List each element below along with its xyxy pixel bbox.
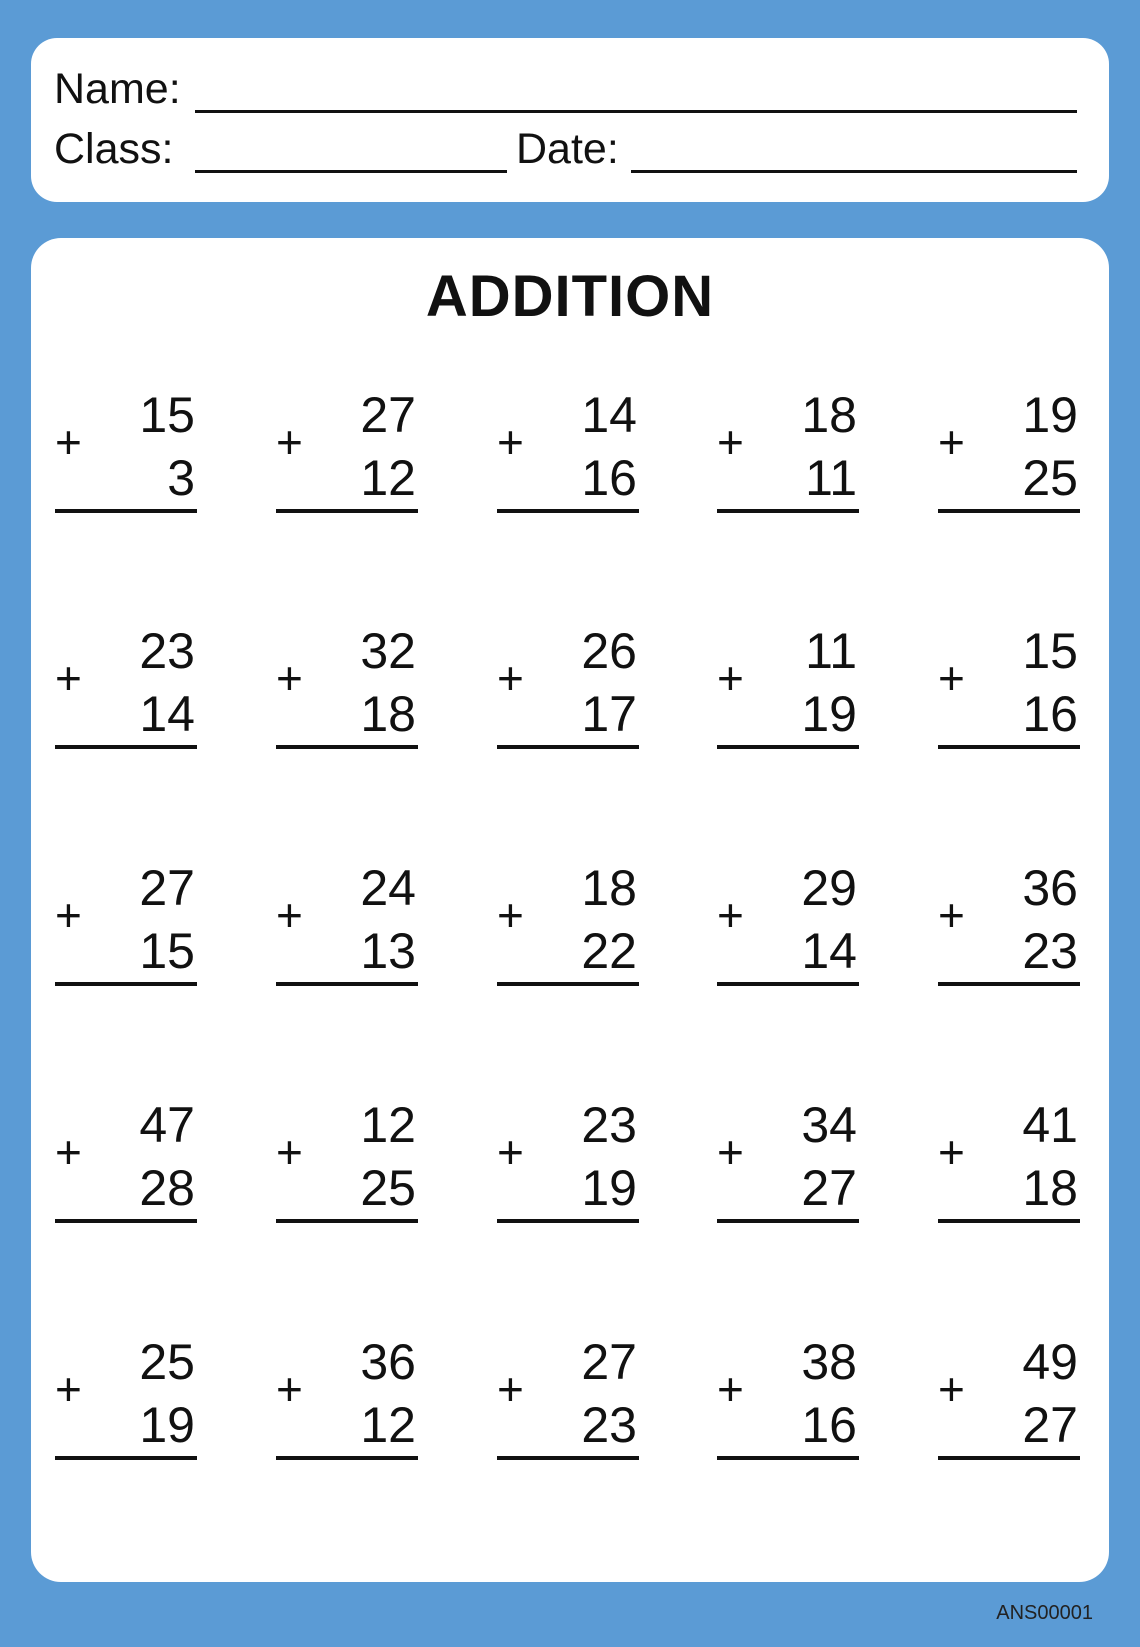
bottom-addend: 19: [801, 686, 857, 742]
answer-line[interactable]: [276, 509, 418, 513]
answer-line[interactable]: [55, 1219, 197, 1223]
bottom-addend: 27: [801, 1160, 857, 1216]
answer-line[interactable]: [276, 1456, 418, 1460]
addition-problem: [497, 860, 639, 993]
plus-sign: +: [938, 1363, 965, 1415]
bottom-addend: 23: [1022, 923, 1078, 979]
answer-line[interactable]: [497, 1219, 639, 1223]
top-addend: 41: [1022, 1097, 1078, 1153]
addition-problem: [717, 1097, 859, 1230]
top-addend: 34: [801, 1097, 857, 1153]
bottom-addend: 27: [1022, 1397, 1078, 1453]
top-addend: 12: [360, 1097, 416, 1153]
answer-line[interactable]: [55, 1456, 197, 1460]
plus-sign: +: [717, 889, 744, 941]
answer-line[interactable]: [938, 982, 1080, 986]
plus-sign: +: [938, 652, 965, 704]
bottom-addend: 15: [139, 923, 195, 979]
answer-line[interactable]: [276, 1219, 418, 1223]
bottom-addend: 18: [360, 686, 416, 742]
addition-problem: [938, 860, 1080, 993]
addition-problem: [55, 860, 197, 993]
top-addend: 38: [801, 1334, 857, 1390]
answer-line[interactable]: [497, 1456, 639, 1460]
addition-problem: [55, 1097, 197, 1230]
plus-sign: +: [497, 652, 524, 704]
plus-sign: +: [717, 652, 744, 704]
plus-sign: +: [276, 1363, 303, 1415]
answer-line[interactable]: [55, 745, 197, 749]
plus-sign: +: [717, 416, 744, 468]
bottom-addend: 11: [805, 450, 857, 506]
addition-problem: [938, 387, 1080, 520]
plus-sign: +: [717, 1126, 744, 1178]
bottom-addend: 13: [360, 923, 416, 979]
addition-problem: [276, 623, 418, 756]
top-addend: 47: [139, 1097, 195, 1153]
answer-line[interactable]: [717, 509, 859, 513]
top-addend: 49: [1022, 1334, 1078, 1390]
bottom-addend: 23: [581, 1397, 637, 1453]
class-input-line[interactable]: [195, 170, 507, 173]
addition-problem: [55, 1334, 197, 1467]
answer-line[interactable]: [938, 745, 1080, 749]
plus-sign: +: [55, 1126, 82, 1178]
bottom-addend: 16: [581, 450, 637, 506]
top-addend: 14: [581, 387, 637, 443]
top-addend: 18: [581, 860, 637, 916]
top-addend: 27: [360, 387, 416, 443]
plus-sign: +: [276, 889, 303, 941]
top-addend: 32: [360, 623, 416, 679]
plus-sign: +: [276, 652, 303, 704]
bottom-addend: 25: [360, 1160, 416, 1216]
addition-problem: [717, 1334, 859, 1467]
date-input-line[interactable]: [631, 170, 1077, 173]
plus-sign: +: [276, 416, 303, 468]
bottom-addend: 22: [581, 923, 637, 979]
bottom-addend: 16: [1022, 686, 1078, 742]
bottom-addend: 16: [801, 1397, 857, 1453]
bottom-addend: 14: [801, 923, 857, 979]
answer-line[interactable]: [55, 509, 197, 513]
answer-line[interactable]: [497, 982, 639, 986]
top-addend: 15: [139, 387, 195, 443]
answer-line[interactable]: [938, 1456, 1080, 1460]
plus-sign: +: [497, 889, 524, 941]
top-addend: 23: [581, 1097, 637, 1153]
top-addend: 36: [1022, 860, 1078, 916]
plus-sign: +: [276, 1126, 303, 1178]
addition-problem: [938, 623, 1080, 756]
bottom-addend: 3: [167, 450, 195, 506]
answer-line[interactable]: [938, 509, 1080, 513]
top-addend: 36: [360, 1334, 416, 1390]
answer-line[interactable]: [276, 982, 418, 986]
plus-sign: +: [938, 416, 965, 468]
plus-sign: +: [55, 889, 82, 941]
addition-problem: [276, 387, 418, 520]
plus-sign: +: [717, 1363, 744, 1415]
addition-problem: [55, 387, 197, 520]
addition-problem: [497, 1097, 639, 1230]
plus-sign: +: [497, 416, 524, 468]
top-addend: 29: [801, 860, 857, 916]
addition-problem: [717, 860, 859, 993]
bottom-addend: 19: [581, 1160, 637, 1216]
answer-line[interactable]: [55, 982, 197, 986]
top-addend: 11: [805, 623, 857, 679]
addition-problem: [497, 387, 639, 520]
worksheet-code: ANS00001: [996, 1602, 1093, 1624]
plus-sign: +: [938, 1126, 965, 1178]
plus-sign: +: [55, 652, 82, 704]
top-addend: 19: [1022, 387, 1078, 443]
plus-sign: +: [497, 1126, 524, 1178]
name-label: Name:: [54, 65, 181, 113]
top-addend: 27: [139, 860, 195, 916]
answer-line[interactable]: [938, 1219, 1080, 1223]
bottom-addend: 12: [360, 450, 416, 506]
top-addend: 25: [139, 1334, 195, 1390]
addition-problem: [717, 387, 859, 520]
bottom-addend: 18: [1022, 1160, 1078, 1216]
name-input-line[interactable]: [195, 110, 1077, 113]
addition-problem: [276, 1334, 418, 1467]
bottom-addend: 12: [360, 1397, 416, 1453]
plus-sign: +: [55, 1363, 82, 1415]
answer-line[interactable]: [717, 1219, 859, 1223]
addition-problem: [938, 1334, 1080, 1467]
answer-line[interactable]: [717, 1456, 859, 1460]
addition-problem: [497, 623, 639, 756]
addition-problem: [938, 1097, 1080, 1230]
top-addend: 26: [581, 623, 637, 679]
worksheet-card: [31, 238, 1109, 1582]
bottom-addend: 17: [581, 686, 637, 742]
addition-problem: [717, 623, 859, 756]
bottom-addend: 28: [139, 1160, 195, 1216]
plus-sign: +: [55, 416, 82, 468]
student-info-card: [31, 38, 1109, 202]
addition-problem: [55, 623, 197, 756]
answer-line[interactable]: [497, 509, 639, 513]
date-label: Date:: [516, 125, 619, 173]
top-addend: 15: [1022, 623, 1078, 679]
addition-problem: [276, 1097, 418, 1230]
top-addend: 18: [801, 387, 857, 443]
worksheet-title: ADDITION: [425, 264, 715, 329]
plus-sign: +: [938, 889, 965, 941]
class-label: Class:: [54, 125, 174, 173]
bottom-addend: 19: [139, 1397, 195, 1453]
answer-line[interactable]: [717, 982, 859, 986]
answer-line[interactable]: [276, 745, 418, 749]
addition-problem: [276, 860, 418, 993]
answer-line[interactable]: [497, 745, 639, 749]
bottom-addend: 14: [139, 686, 195, 742]
top-addend: 27: [581, 1334, 637, 1390]
bottom-addend: 25: [1022, 450, 1078, 506]
addition-problem: [497, 1334, 639, 1467]
top-addend: 24: [360, 860, 416, 916]
answer-line[interactable]: [717, 745, 859, 749]
plus-sign: +: [497, 1363, 524, 1415]
top-addend: 23: [139, 623, 195, 679]
